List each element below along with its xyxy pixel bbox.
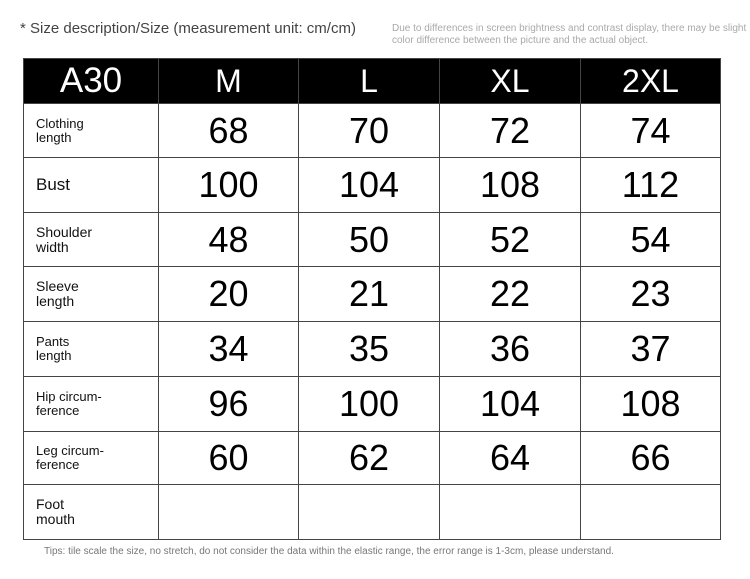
- row-label-hip-circumference: Hip circum-ference: [24, 377, 159, 432]
- value-cell: [299, 485, 440, 540]
- table-row: [24, 322, 721, 377]
- value-cell: 52: [440, 213, 581, 267]
- table-row: [24, 485, 721, 540]
- row-label-leg-circumference: Leg circum-ference: [24, 432, 159, 485]
- size-header-row: [24, 59, 721, 104]
- row-label-pants-length: Pants length: [24, 322, 159, 377]
- value-cell: [440, 485, 581, 540]
- measurement-tip: Tips: tile scale the size, no stretch, do not consider the data within the elastic range, the error range is 1-3cm, please understand.: [44, 546, 614, 557]
- table-row: [24, 104, 721, 158]
- value-cell: 68: [159, 104, 299, 158]
- value-cell: [581, 485, 721, 540]
- size-header-l: L: [299, 59, 440, 104]
- value-cell: 100: [299, 377, 440, 432]
- table-row: [24, 158, 721, 213]
- row-label-shoulder-width: Shoulder width: [24, 213, 159, 267]
- table-row: [24, 213, 721, 267]
- value-cell: 37: [581, 322, 721, 377]
- table-row: [24, 377, 721, 432]
- value-cell: 108: [581, 377, 721, 432]
- value-cell: 62: [299, 432, 440, 485]
- size-chart-title: * Size description/Size (measurement unit: cm/cm): [20, 20, 356, 37]
- value-cell: 48: [159, 213, 299, 267]
- table-row: [24, 432, 721, 485]
- table-row: [24, 267, 721, 322]
- value-cell: 112: [581, 158, 721, 213]
- value-cell: [159, 485, 299, 540]
- value-cell: 74: [581, 104, 721, 158]
- size-header-m: M: [159, 59, 299, 104]
- value-cell: 60: [159, 432, 299, 485]
- value-cell: 64: [440, 432, 581, 485]
- row-label-foot-mouth: Foot mouth: [24, 485, 159, 540]
- value-cell: 21: [299, 267, 440, 322]
- row-label-bust: Bust: [24, 158, 159, 213]
- value-cell: 23: [581, 267, 721, 322]
- value-cell: 66: [581, 432, 721, 485]
- value-cell: 100: [159, 158, 299, 213]
- value-cell: 104: [440, 377, 581, 432]
- value-cell: 50: [299, 213, 440, 267]
- value-cell: 108: [440, 158, 581, 213]
- size-header-xl: XL: [440, 59, 581, 104]
- color-disclaimer-note: Due to differences in screen brightness and contrast display, there may be slight color difference between the picture and the actual object.: [392, 23, 747, 46]
- value-cell: 20: [159, 267, 299, 322]
- value-cell: 22: [440, 267, 581, 322]
- value-cell: 70: [299, 104, 440, 158]
- value-cell: 35: [299, 322, 440, 377]
- value-cell: 96: [159, 377, 299, 432]
- row-label-clothing-length: Clothing length: [24, 104, 159, 158]
- row-label-sleeve-length: Sleeve length: [24, 267, 159, 322]
- value-cell: 36: [440, 322, 581, 377]
- size-header-2xl: 2XL: [581, 59, 721, 104]
- size-table: [23, 58, 721, 540]
- model-code: A30: [24, 59, 159, 104]
- value-cell: 72: [440, 104, 581, 158]
- value-cell: 54: [581, 213, 721, 267]
- value-cell: 104: [299, 158, 440, 213]
- value-cell: 34: [159, 322, 299, 377]
